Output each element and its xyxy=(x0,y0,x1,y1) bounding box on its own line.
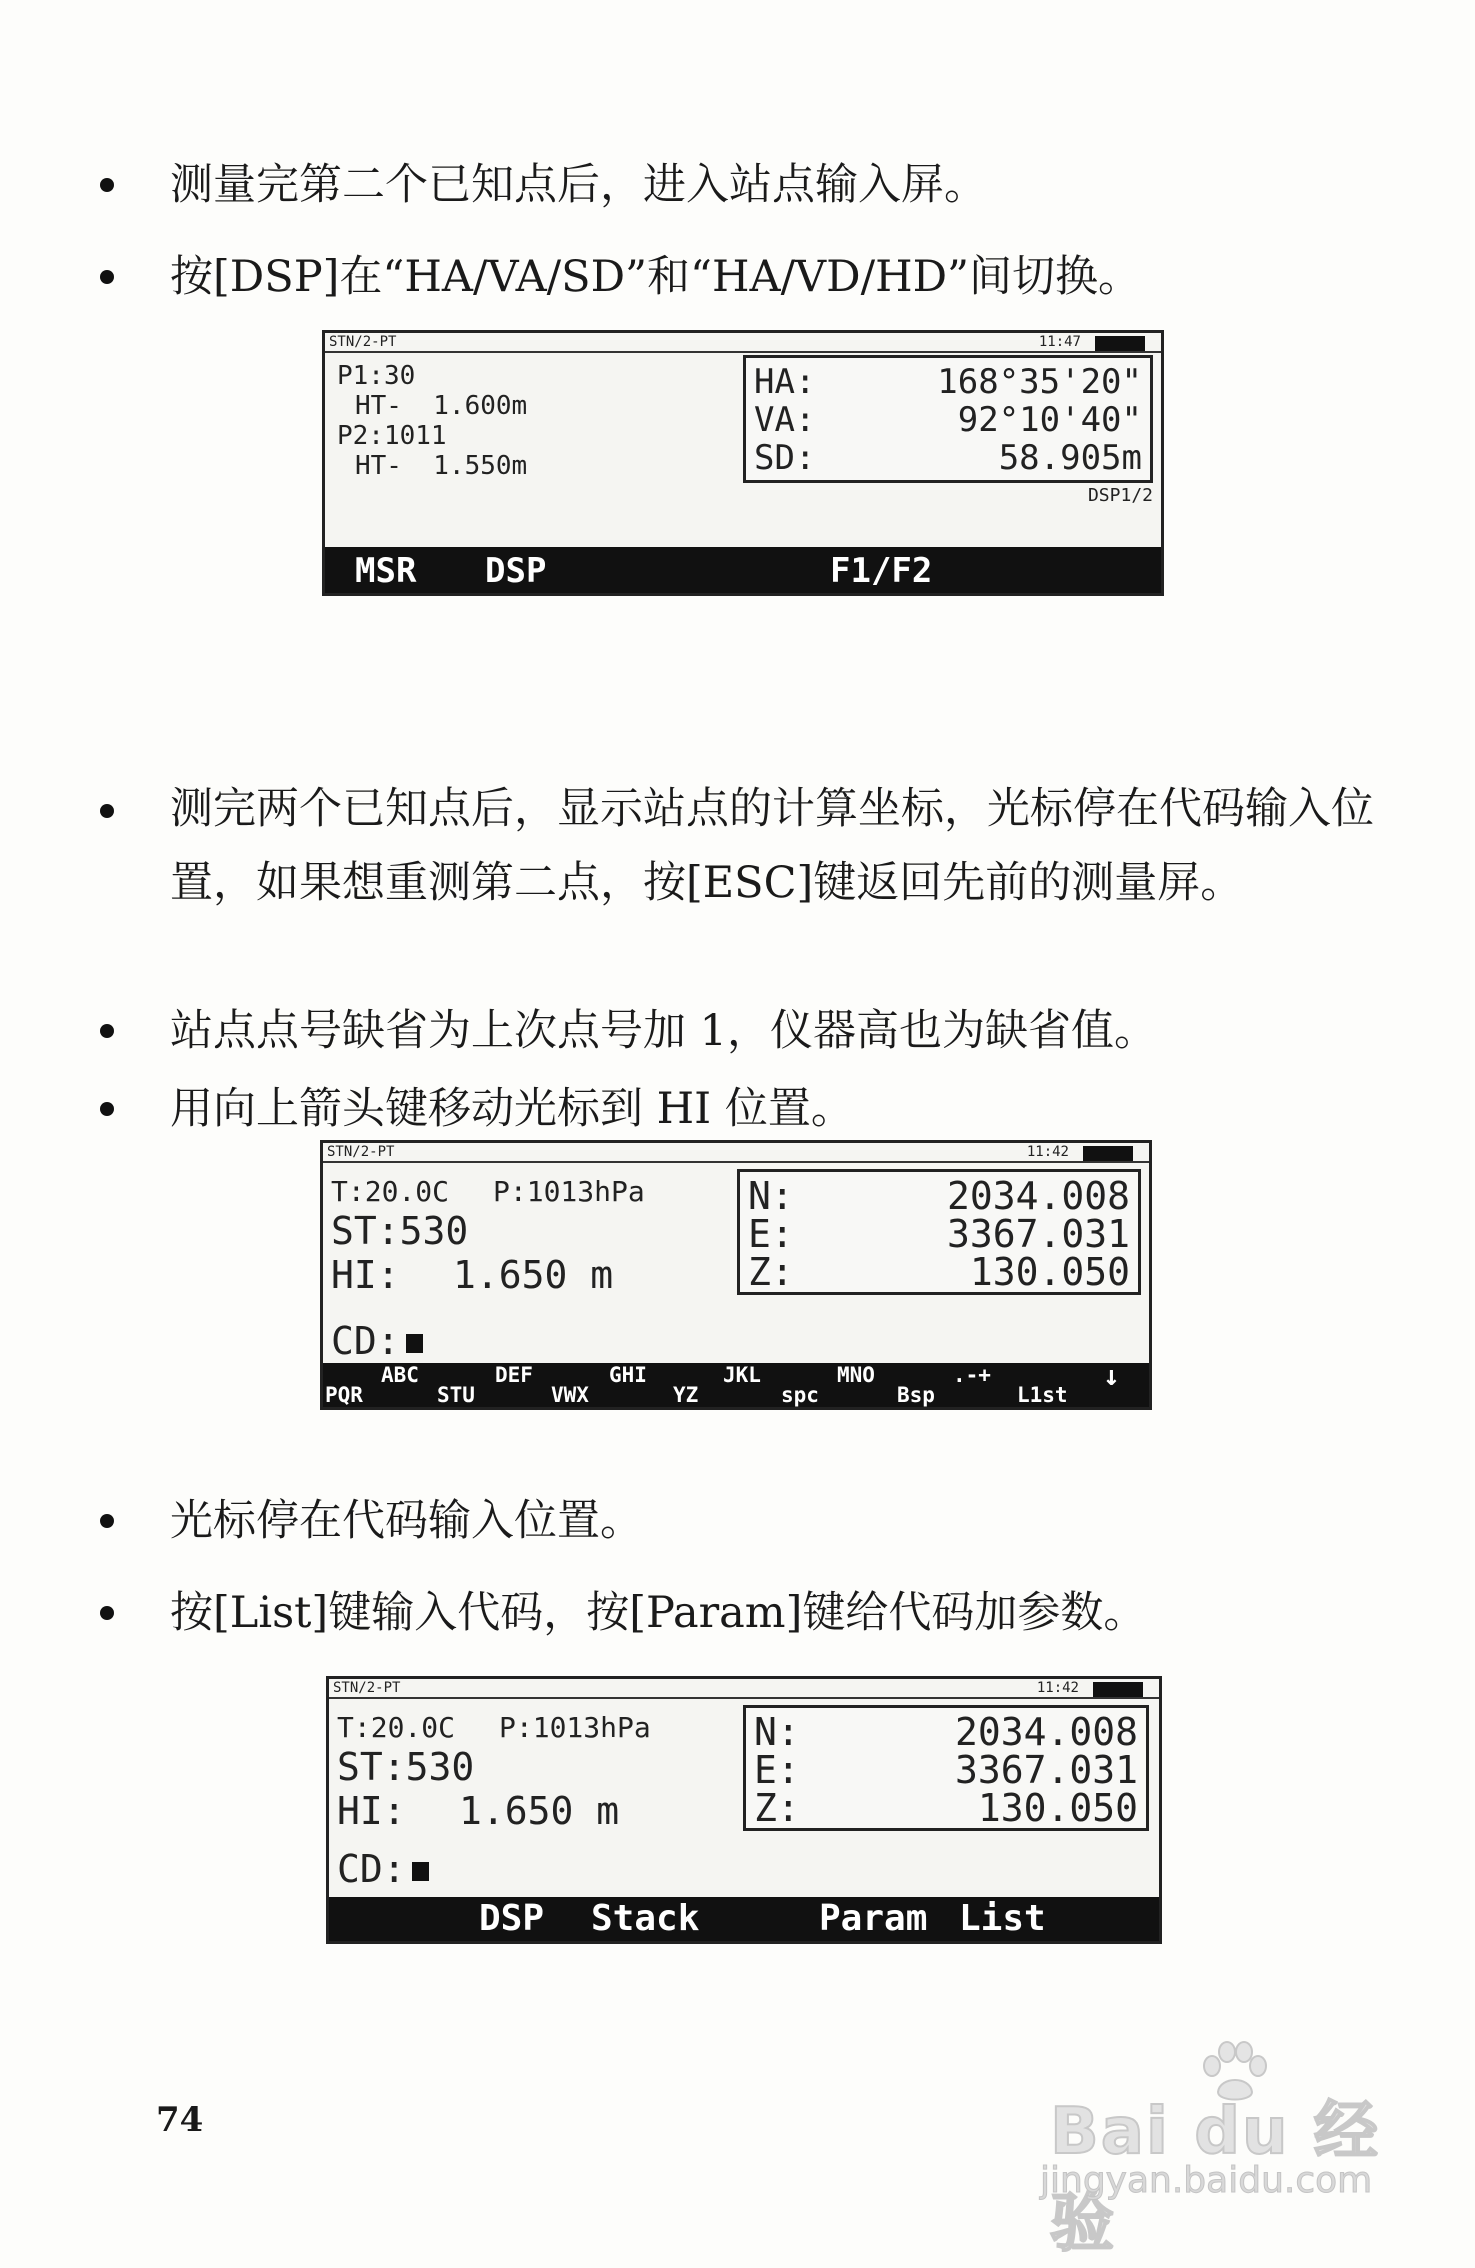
bullet-text: 测量完第二个已知点后，进入站点输入屏。 xyxy=(170,160,987,210)
n-label: N: xyxy=(748,1174,794,1218)
alpha-key-bar xyxy=(323,1359,1149,1407)
coordinate-box xyxy=(743,1705,1149,1831)
watermark xyxy=(1040,2040,1380,2261)
temperature: T:20.0C xyxy=(331,1175,450,1208)
e-label: E: xyxy=(748,1212,794,1256)
code-field[interactable] xyxy=(331,1319,423,1363)
e-value: 3367.031 xyxy=(946,1212,1130,1256)
key-jkl[interactable]: JKL xyxy=(723,1363,761,1387)
ha-value: 168°35'20" xyxy=(937,362,1142,402)
key-def[interactable]: DEF xyxy=(495,1363,533,1387)
key-space[interactable]: spc xyxy=(781,1383,819,1407)
temperature: T:20.0C xyxy=(337,1711,456,1744)
screen-title: STN/2-PT xyxy=(329,334,397,350)
p1-label: P1:30 xyxy=(337,361,416,391)
sd-label: SD: xyxy=(754,438,816,478)
code-label: CD: xyxy=(331,1319,400,1363)
station-field[interactable]: ST:530 xyxy=(331,1209,469,1253)
bullet-text: 测完两个已知点后，显示站点的计算坐标，光标停在代码输入位置，如果想重测第二点，按[ESC]键返回先前的测量屏。 xyxy=(170,784,1374,908)
key-vwx[interactable]: VWX xyxy=(551,1383,589,1407)
status-bar xyxy=(325,333,1161,353)
station-field[interactable]: ST:530 xyxy=(337,1745,475,1789)
softkey-bar xyxy=(325,547,1161,593)
bullet-text: 站点点号缺省为上次点号加 1，仪器高也为缺省值。 xyxy=(170,1006,1158,1056)
page-number: 74 xyxy=(156,2100,204,2140)
z-value: 130.050 xyxy=(977,1786,1138,1830)
key-list[interactable]: L1st xyxy=(1017,1383,1068,1407)
ha-label: HA: xyxy=(754,362,816,402)
softkey-msr[interactable]: MSR xyxy=(355,551,417,591)
bullet-dot xyxy=(100,804,114,818)
hi-label: HI: xyxy=(337,1789,406,1833)
code-field[interactable] xyxy=(337,1847,429,1891)
key-yz[interactable]: YZ xyxy=(673,1383,699,1407)
battery-icon xyxy=(1093,1682,1143,1697)
sd-value: 58.905m xyxy=(998,438,1142,478)
softkey-list[interactable]: List xyxy=(959,1898,1046,1939)
p1-height: HT- 1.600m xyxy=(355,391,528,421)
watermark-logo: Bai du 经验 xyxy=(1050,2095,1380,2261)
p2-label: P2:1011 xyxy=(337,421,447,451)
hi-field[interactable]: 1.650 m xyxy=(459,1789,620,1833)
z-value: 130.050 xyxy=(969,1250,1130,1294)
bullet-text: 按[List]键输入代码，按[Param]键给代码加参数。 xyxy=(170,1588,1147,1638)
screen-title: STN/2-PT xyxy=(327,1144,395,1160)
cursor-icon xyxy=(412,1862,429,1881)
page-indicator: DSP1/2 xyxy=(1087,485,1153,506)
softkey-dsp[interactable]: DSP xyxy=(485,551,547,591)
key-symbols[interactable]: .-+ xyxy=(953,1363,991,1387)
softkey-f1f2[interactable]: F1/F2 xyxy=(830,551,933,591)
instrument-screen-1 xyxy=(322,330,1164,596)
softkey-bar xyxy=(329,1897,1159,1941)
va-label: VA: xyxy=(754,400,816,440)
bullet-dot xyxy=(100,178,114,192)
code-label: CD: xyxy=(337,1847,406,1891)
status-bar xyxy=(329,1679,1159,1699)
bullet-dot xyxy=(100,1024,114,1038)
n-value: 2034.008 xyxy=(946,1174,1130,1218)
hi-field[interactable]: 1.650 m xyxy=(453,1253,614,1297)
bullet-dot xyxy=(100,270,114,284)
cursor-icon xyxy=(406,1334,423,1353)
z-label: Z: xyxy=(748,1250,794,1294)
pressure: P:1013hPa xyxy=(499,1711,651,1744)
key-stu[interactable]: STU xyxy=(437,1383,475,1407)
bullet-text: 用向上箭头键移动光标到 HI 位置。 xyxy=(170,1084,854,1134)
hi-label: HI: xyxy=(331,1253,400,1297)
down-arrow-icon[interactable]: ↓ xyxy=(1103,1359,1120,1392)
instrument-screen-2 xyxy=(320,1140,1152,1410)
screen-title: STN/2-PT xyxy=(333,1680,401,1696)
softkey-param[interactable]: Param xyxy=(819,1898,928,1939)
e-label: E: xyxy=(754,1748,800,1792)
e-value: 3367.031 xyxy=(954,1748,1138,1792)
clock: 11:47 xyxy=(1038,334,1081,350)
bullet-dot xyxy=(100,1102,114,1116)
va-value: 92°10'40" xyxy=(957,400,1142,440)
coordinate-box xyxy=(737,1169,1141,1295)
bullet-dot xyxy=(100,1606,114,1620)
softkey-dsp[interactable]: DSP xyxy=(479,1898,545,1939)
z-label: Z: xyxy=(754,1786,800,1830)
battery-icon xyxy=(1083,1146,1133,1161)
pressure: P:1013hPa xyxy=(493,1175,645,1208)
watermark-url: jingyan.baidu.com xyxy=(1040,2160,1373,2201)
status-bar xyxy=(323,1143,1149,1163)
bullet-text: 按[DSP]在“HA/VA/SD”和“HA/VD/HD”间切换。 xyxy=(170,252,1142,302)
angle-box xyxy=(743,355,1153,483)
clock: 11:42 xyxy=(1036,1680,1079,1696)
n-label: N: xyxy=(754,1710,800,1754)
bullet-dot xyxy=(100,1514,114,1528)
n-value: 2034.008 xyxy=(954,1710,1138,1754)
battery-icon xyxy=(1095,336,1145,351)
instrument-screen-3 xyxy=(326,1676,1162,1944)
key-pqr[interactable]: PQR xyxy=(325,1383,363,1407)
key-ghi[interactable]: GHI xyxy=(609,1363,647,1387)
clock: 11:42 xyxy=(1026,1144,1069,1160)
bullet-text: 光标停在代码输入位置。 xyxy=(170,1496,643,1546)
key-abc[interactable]: ABC xyxy=(381,1363,419,1387)
key-mno[interactable]: MNO xyxy=(837,1363,875,1387)
key-backspace[interactable]: Bsp xyxy=(897,1383,935,1407)
softkey-stack[interactable]: Stack xyxy=(591,1898,700,1939)
p2-height: HT- 1.550m xyxy=(355,451,528,481)
